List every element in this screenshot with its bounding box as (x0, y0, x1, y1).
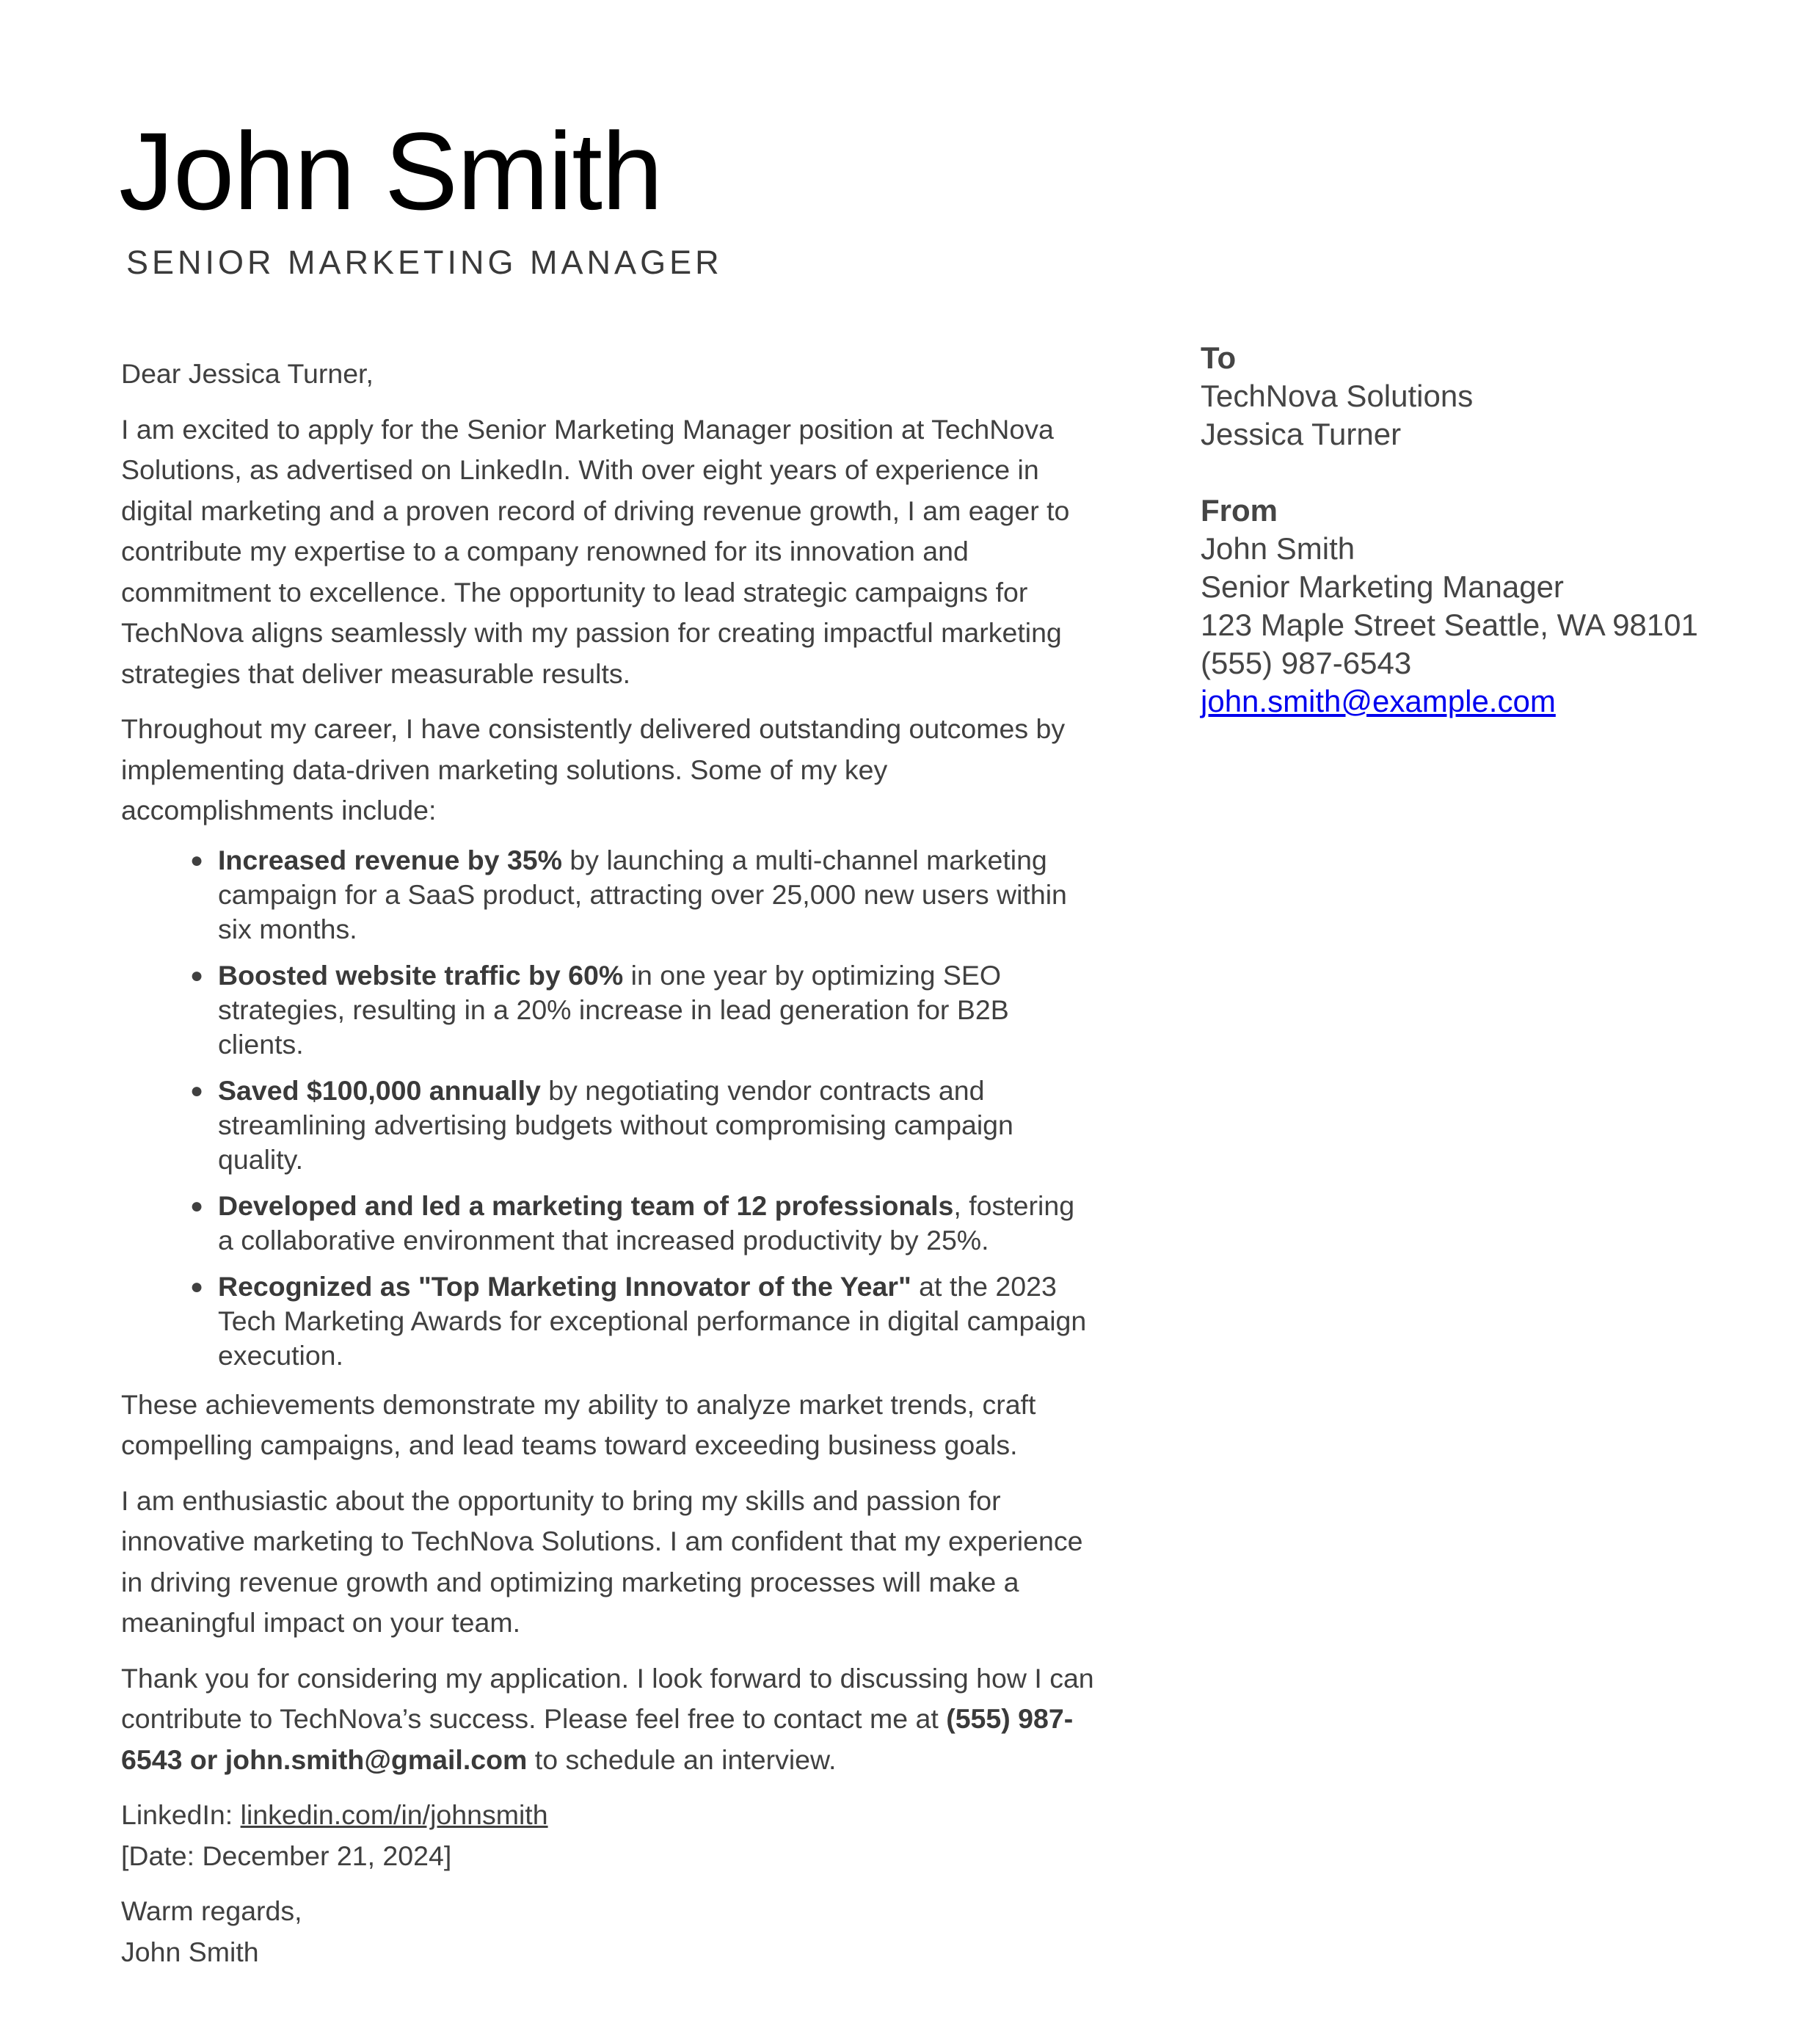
accomplishment-highlight: Developed and led a marketing team of 12 professionals (218, 1189, 954, 1221)
sender-title: Senior Marketing Manager (1201, 569, 1564, 604)
sender-email-link[interactable]: john.smith@example.com (1201, 684, 1556, 718)
bullet-icon: ● (190, 1274, 204, 1299)
linkedin-label: LinkedIn: (121, 1799, 241, 1830)
accomplishment-detail: at the 2023 Tech Marketing Awards for exceptional performance in digital campaign execution. (218, 1270, 1087, 1371)
closing-paragraph (121, 1658, 1097, 1781)
list-item (190, 1189, 1097, 1258)
from-label: From (1201, 493, 1278, 528)
accomplishment-highlight: Increased revenue by 35% (218, 844, 563, 875)
applicant-title: SENIOR MARKETING MANAGER (126, 244, 723, 281)
sender-address: 123 Maple Street Seattle, WA 98101 (1201, 608, 1698, 642)
career-paragraph: Throughout my career, I have consistently delivered outstanding outcomes by implementing data-driven marketing solutions. Some of my key accomplishments include: (121, 713, 1066, 826)
accomplishment-detail: , fostering a collaborative environment that increased productivity by 25%. (218, 1189, 1075, 1256)
bullet-icon: ● (190, 963, 204, 988)
linkedin-link[interactable]: linkedin.com/in/johnsmith (240, 1799, 548, 1830)
letter-date: [Date: December 21, 2024] (121, 1840, 452, 1871)
sender-name: John Smith (1201, 531, 1355, 566)
accomplishment-highlight: Boosted website traffic by 60% (218, 959, 624, 991)
recipient-block (1201, 339, 1744, 453)
list-item (190, 843, 1097, 947)
salutation: Dear Jessica Turner, (121, 358, 374, 389)
bullet-icon: ● (190, 1078, 204, 1103)
letter-body (121, 354, 1097, 1972)
list-item (190, 958, 1097, 1062)
recipient-name: Jessica Turner (1201, 417, 1402, 451)
list-item (190, 1074, 1097, 1177)
closing-text-end: to schedule an interview. (527, 1743, 837, 1775)
accomplishment-detail: in one year by optimizing SEO strategies, resulting in a 20% increase in lead generation for B2B clients. (218, 959, 1009, 1060)
signature: John Smith (121, 1936, 259, 1967)
enthusiasm-paragraph: I am enthusiastic about the opportunity to bring my skills and passion for innovative marketing to TechNova Solutions. I am confident that my experience in driving revenue growth and optimizing marketing processes will make a meaningful impact on your team. (121, 1484, 1083, 1638)
bullet-icon: ● (190, 1193, 204, 1218)
achievements-paragraph: These achievements demonstrate my ability to analyze market trends, craft compelling campaigns, and lead teams toward exceeding business goals. (121, 1388, 1036, 1460)
linkedin-line (121, 1795, 1097, 1836)
intro-paragraph: I am excited to apply for the Senior Marketing Manager position at TechNova Solutions, as advertised on LinkedIn. With over eight years of experience in digital marketing and a proven record of driving revenue growth, I am eager to contribute my expertise to a company renowned for its innovation and commitment to excellence. The opportunity to lead strategic campaigns for TechNova aligns seamlessly with my passion for creating impactful marketing strategies that deliver measurable results. (121, 413, 1070, 689)
sender-block (1201, 492, 1744, 721)
address-sidebar (1201, 339, 1744, 759)
recipient-company: TechNova Solutions (1201, 379, 1474, 413)
sign-off: Warm regards, (121, 1895, 302, 1926)
accomplishment-highlight: Recognized as "Top Marketing Innovator of the Year" (218, 1270, 911, 1302)
contact-highlight: (555) 987-6543 or john.smith@gmail.com (121, 1703, 1074, 1775)
accomplishment-highlight: Saved $100,000 annually (218, 1074, 541, 1106)
accomplishment-detail: by negotiating vendor contracts and streamlining advertising budgets without compromising campaign quality. (218, 1074, 1013, 1175)
sender-phone: (555) 987-6543 (1201, 646, 1412, 680)
accomplishment-detail: by launching a multi-channel marketing campaign for a SaaS product, attracting over 25,000 new users within six months. (218, 844, 1067, 944)
to-label: To (1201, 340, 1237, 375)
closing-text-start: Thank you for considering my application. I look forward to discussing how I can contribute to TechNova’s success. Please feel free to contact me at (121, 1662, 1094, 1734)
accomplishments-list (121, 843, 1097, 1373)
list-item (190, 1269, 1097, 1373)
applicant-name: John Smith (119, 109, 663, 233)
bullet-icon: ● (190, 848, 204, 872)
